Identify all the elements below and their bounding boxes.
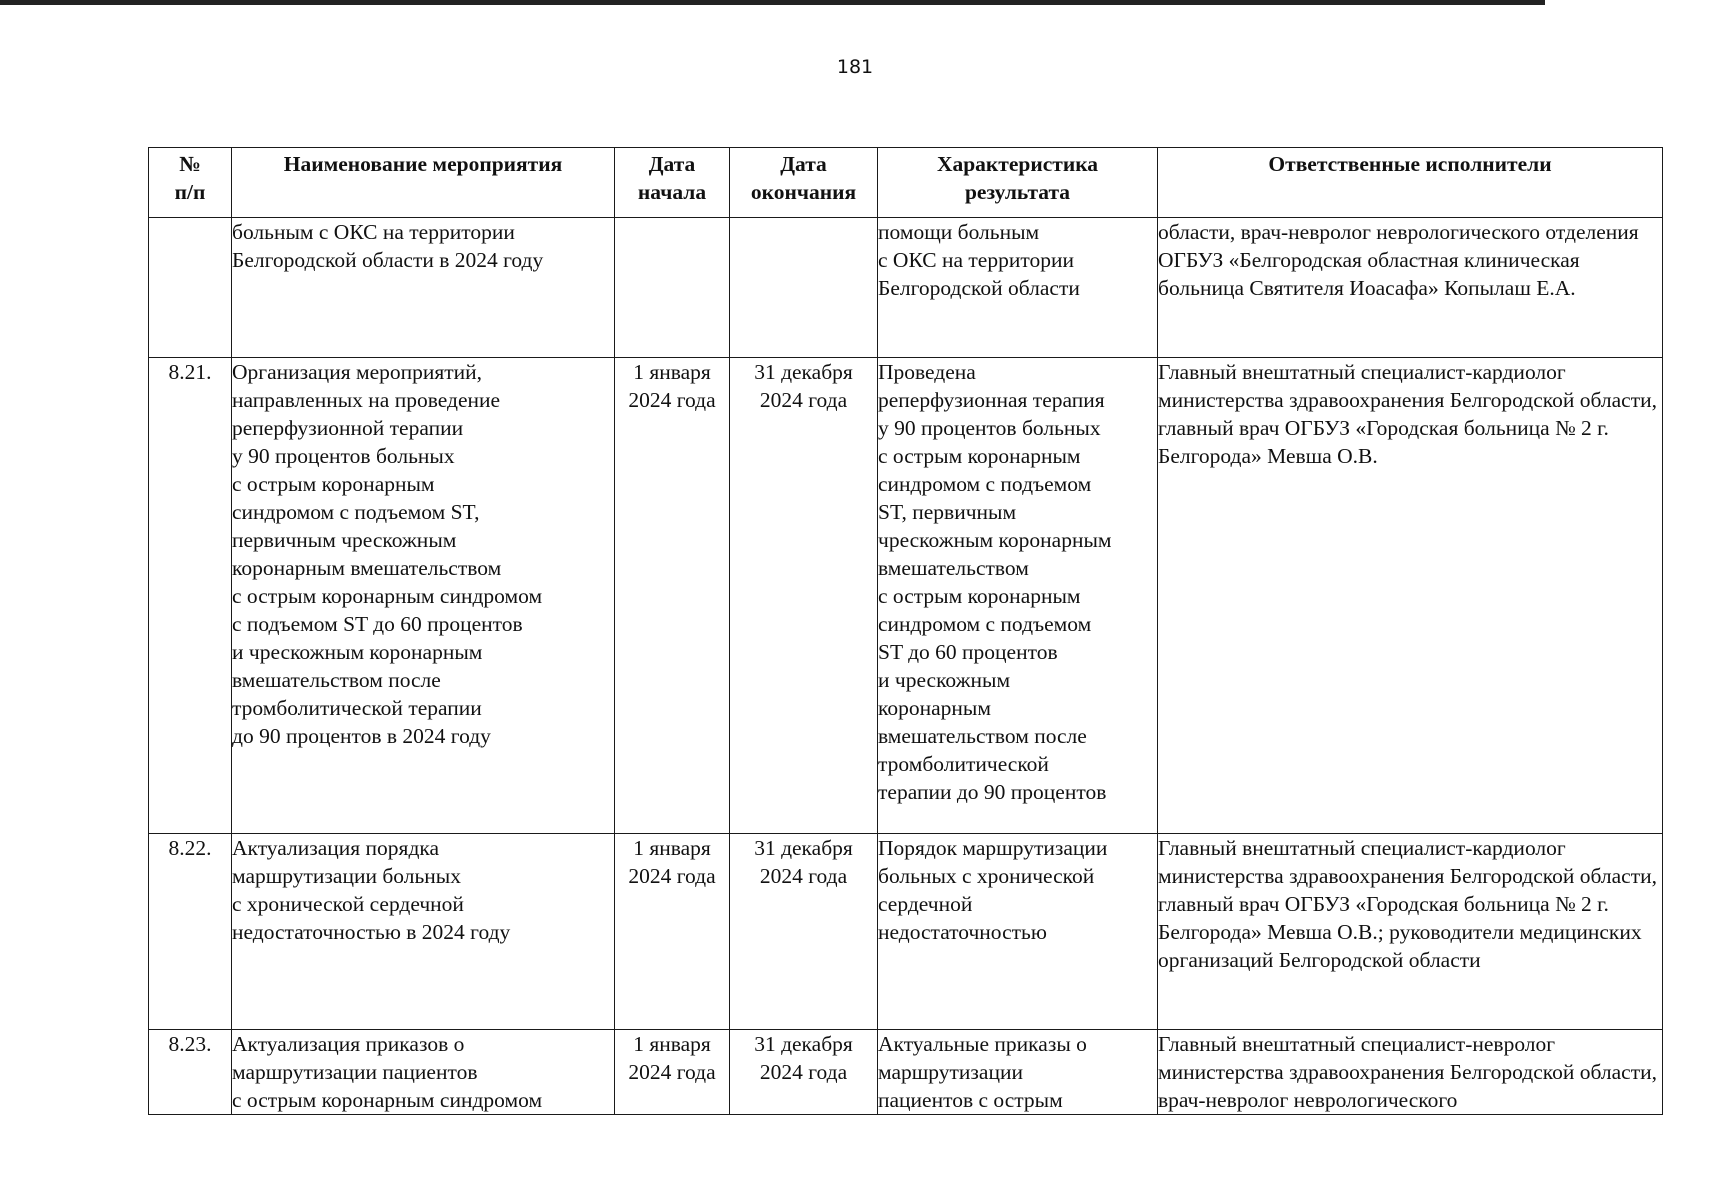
row-num: 8.23. bbox=[149, 1030, 232, 1115]
row-num: 8.21. bbox=[149, 358, 232, 834]
row-name: Актуализация приказов о маршрутизации пациентов с острым коронарным синдромом bbox=[232, 1030, 615, 1115]
row-name: больным с ОКС на территории Белгородской области в 2024 году bbox=[232, 218, 615, 358]
row-start-date bbox=[615, 218, 730, 358]
header-result: Характеристика результата bbox=[878, 148, 1158, 218]
header-start-date: Дата начала bbox=[615, 148, 730, 218]
row-start-date: 1 января 2024 года bbox=[615, 358, 730, 834]
table-row bbox=[149, 218, 1663, 358]
row-end-date bbox=[730, 218, 878, 358]
row-end-date: 31 декабря 2024 года bbox=[730, 1030, 878, 1115]
row-num: 8.22. bbox=[149, 834, 232, 1030]
row-responsible: Главный внештатный специалист-невролог министерства здравоохранения Белгородской области, врач-невролог неврологического bbox=[1158, 1030, 1663, 1115]
header-end-date: Дата окончания bbox=[730, 148, 878, 218]
row-end-date: 31 декабря 2024 года bbox=[730, 358, 878, 834]
table-header-row bbox=[149, 148, 1663, 218]
table-row bbox=[149, 834, 1663, 1030]
table-row bbox=[149, 358, 1663, 834]
row-name: Организация мероприятий, направленных на проведение реперфузионной терапии у 90 процентов больных с острым коронарным синдромом с подъемом ST, первичным чрескожным коронарным вмешательством с острым коронарным синдромом с подъемом ST до 60 процентов и чрескожным коронарным вмешательством после тромболитической терапии до 90 процентов в 2024 году bbox=[232, 358, 615, 834]
row-result: помощи больным с ОКС на территории Белгородской области bbox=[878, 218, 1158, 358]
events-table bbox=[148, 147, 1663, 1115]
scan-top-edge bbox=[0, 0, 1545, 5]
row-result: Актуальные приказы о маршрутизации пациентов с острым bbox=[878, 1030, 1158, 1115]
row-start-date: 1 января 2024 года bbox=[615, 1030, 730, 1115]
row-name: Актуализация порядка маршрутизации больных с хронической сердечной недостаточностью в 2024 году bbox=[232, 834, 615, 1030]
header-name: Наименование мероприятия bbox=[232, 148, 615, 218]
row-responsible: Главный внештатный специалист-кардиолог министерства здравоохранения Белгородской области, главный врач ОГБУЗ «Городская больница № 2 г. Белгорода» Мевша О.В.; руководители медицинских организаций Белгородской области bbox=[1158, 834, 1663, 1030]
row-result: Порядок маршрутизации больных с хронической сердечной недостаточностью bbox=[878, 834, 1158, 1030]
row-num bbox=[149, 218, 232, 358]
row-responsible: Главный внештатный специалист-кардиолог министерства здравоохранения Белгородской области, главный врач ОГБУЗ «Городская больница № 2 г. Белгорода» Мевша О.В. bbox=[1158, 358, 1663, 834]
header-responsible: Ответственные исполнители bbox=[1158, 148, 1663, 218]
row-start-date: 1 января 2024 года bbox=[615, 834, 730, 1030]
table-row bbox=[149, 1030, 1663, 1115]
row-result: Проведена реперфузионная терапия у 90 процентов больных с острым коронарным синдромом с подъемом ST, первичным чрескожным коронарным вмешательством с острым коронарным синдромом с подъемом ST до 60 процентов и чрескожным коронарным вмешательством после тромболитической терапии до 90 процентов bbox=[878, 358, 1158, 834]
row-end-date: 31 декабря 2024 года bbox=[730, 834, 878, 1030]
header-num: № п/п bbox=[149, 148, 232, 218]
page-number: 181 bbox=[836, 56, 874, 78]
row-responsible: области, врач-невролог неврологического отделения ОГБУЗ «Белгородская областная клиническая больница Святителя Иоасафа» Копылаш Е.А. bbox=[1158, 218, 1663, 358]
